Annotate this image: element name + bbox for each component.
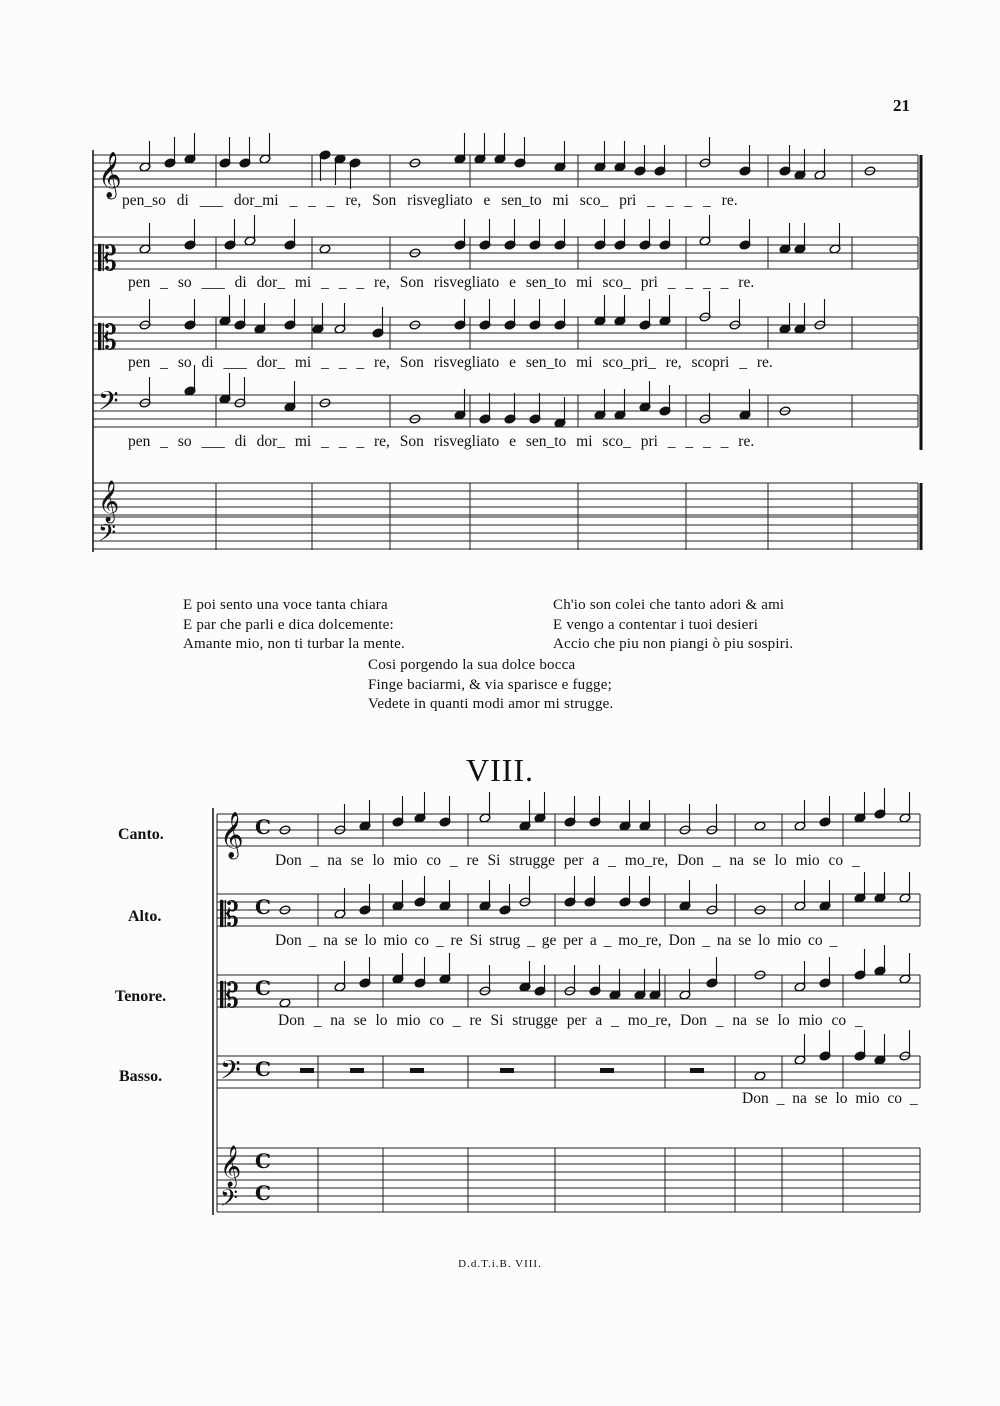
- treble-clef: 𝄞: [98, 481, 120, 522]
- lyric-line-canto-2: Don _ na se lo mio co _ re Si strugge per a _ mo_re, Don _ na se lo mio co _: [275, 852, 860, 869]
- page-number: 21: [893, 96, 910, 115]
- staff-line-group: [217, 1056, 920, 1088]
- lyric-line-alto-2: Don _ na se lo mio co _ re Si strug _ ge per a _ mo_re, Don _ na se lo mio co _: [275, 932, 838, 949]
- poem-line: Cosi porgendo la sua dolce bocca: [368, 657, 576, 673]
- bass-clef: 𝄢: [220, 1184, 239, 1217]
- voice-label-basso: Basso.: [119, 1068, 163, 1085]
- staff-line-group: [217, 1148, 920, 1180]
- lyric-line-alto-1: pen _ so ___ di dor_ mi _ _ _ re, Son risvegliato e sen_to mi sco_ pri _ _ _ _ re.: [128, 274, 755, 291]
- treble-clef: 𝄞: [220, 812, 244, 858]
- lyric-line-basso-1: pen _ so ___ di dor_ mi _ _ _ re, Son risvegliato e sen_to mi sco_ pri _ _ _ _ re.: [128, 433, 755, 450]
- lyric-line-basso-2: Don _ na se lo mio co _: [742, 1090, 918, 1107]
- poem-line: Amante mio, non ti turbar la mente.: [183, 636, 405, 652]
- alto-clef: 𝄡: [98, 239, 117, 279]
- breve-rest: [500, 1068, 514, 1073]
- time-signature-c: C: [255, 1181, 271, 1205]
- breve-rest: [600, 1068, 614, 1073]
- bass-clef: 𝄢: [98, 519, 117, 552]
- time-signature-c: C: [255, 1057, 271, 1081]
- poem-line: Ch'io son colei che tanto adori & ami: [553, 597, 785, 613]
- poem-line: E vengo a contentar i tuoi desieri: [553, 616, 759, 633]
- treble-clef: 𝄞: [98, 152, 122, 198]
- alto-clef: 𝄡: [220, 895, 239, 935]
- voice-label-tenore: Tenore.: [115, 988, 167, 1005]
- poem-line: Accio che piu non piangi ò piu sospiri.: [553, 636, 794, 652]
- poem-line: Finge baciarmi, & via sparisce e fugge;: [368, 676, 612, 693]
- breve-rest: [690, 1068, 704, 1073]
- tenor-clef: 𝄡: [220, 976, 239, 1016]
- bass-clef: 𝄢: [98, 385, 119, 423]
- voice-label-alto: Alto.: [128, 908, 162, 925]
- time-signature-c: C: [255, 815, 271, 839]
- breve-rest: [300, 1068, 314, 1073]
- section-title: VIII.: [465, 752, 535, 788]
- breve-rest: [410, 1068, 424, 1073]
- time-signature-c: C: [255, 976, 271, 1000]
- time-signature-c: C: [255, 895, 271, 919]
- poem-line: Vedete in quanti modi amor mi strugge.: [368, 696, 614, 712]
- lyric-line-tenore-1: pen _ so di ___ dor_ mi _ _ _ re, Son risvegliato e sen_to mi sco_pri_ re, scopri _ re.: [128, 354, 773, 371]
- time-signature-c: C: [255, 1149, 271, 1173]
- poem-line: E par che parli e dica dolcemente:: [183, 616, 394, 633]
- footer-edition-mark: D.d.T.i.B. VIII.: [458, 1258, 542, 1270]
- tenor-clef: 𝄡: [98, 318, 117, 358]
- voice-label-canto: Canto.: [118, 826, 164, 843]
- lyric-line-canto-1: pen_so di ___ dor_mi _ _ _ re, Son risvegliato e sen_to mi sco_ pri _ _ _ _ re.: [122, 192, 738, 209]
- poem-line: E poi sento una voce tanta chiara: [183, 597, 388, 613]
- staff-line-group: [217, 1180, 920, 1212]
- staff-line-group: [217, 975, 920, 1007]
- treble-clef: 𝄞: [220, 1146, 242, 1187]
- bass-clef: 𝄢: [220, 1054, 241, 1092]
- lyric-line-tenore-2: Don _ na se lo mio co _ re Si strugge per a _ mo_re, Don _ na se lo mio co _: [278, 1012, 863, 1029]
- breve-rest: [350, 1068, 364, 1073]
